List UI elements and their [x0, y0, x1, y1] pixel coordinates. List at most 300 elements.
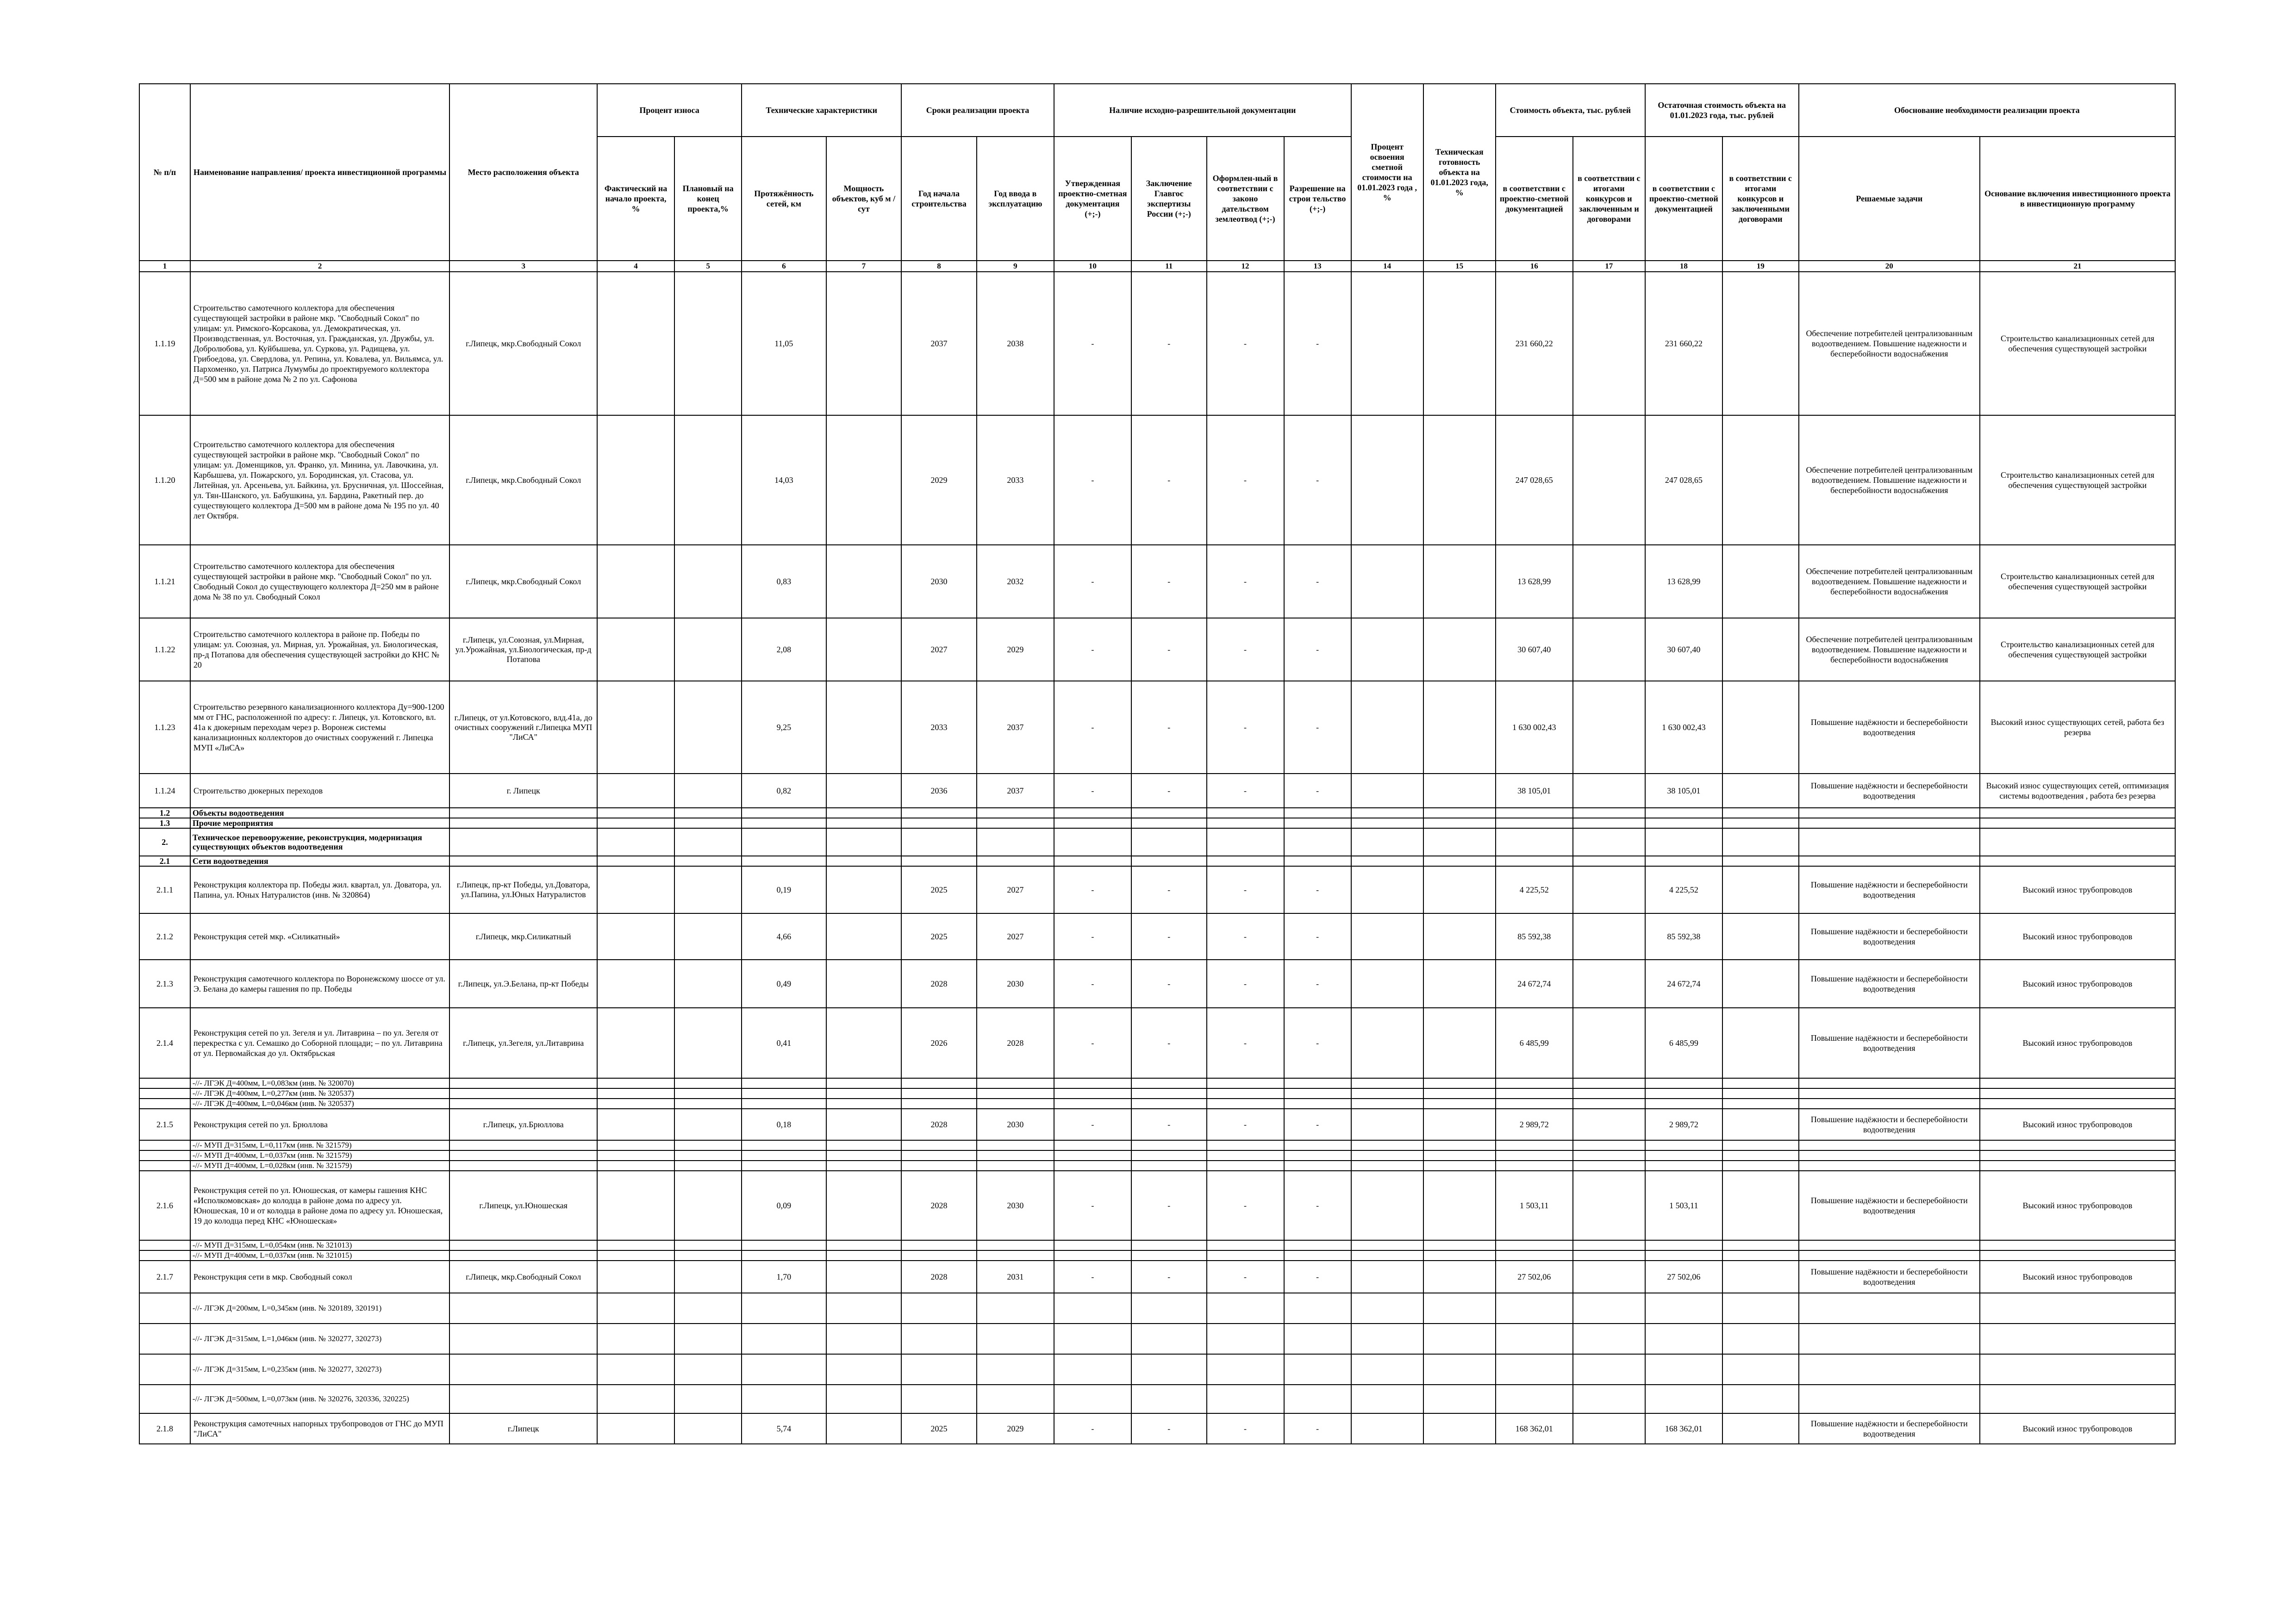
row-doc1: - — [1054, 618, 1131, 681]
table-cell — [1131, 828, 1207, 856]
row-cost-contracts — [1573, 1109, 1645, 1140]
row-name: Реконструкция самотечных напорных трубопроводов от ГНС до МУП "ЛиСА" — [190, 1413, 449, 1444]
row-year-start: 2028 — [901, 1171, 977, 1240]
row-name: Реконструкция сетей мкр. «Силикатный» — [190, 913, 449, 960]
table-cell — [1496, 818, 1573, 828]
row-doc3: - — [1207, 1413, 1284, 1444]
table-cell — [826, 1161, 902, 1171]
row-year-end: 2030 — [977, 960, 1054, 1008]
column-number: 3 — [449, 261, 597, 272]
table-cell — [597, 828, 674, 856]
table-cell — [1131, 1078, 1207, 1088]
row-rem-contracts — [1722, 913, 1799, 960]
row-doc2: - — [1131, 1413, 1207, 1444]
row-cost-contracts — [1573, 415, 1645, 545]
row-location: г.Липецк, от ул.Котовского, влд.41а, до очистных сооружений г.Липецка МУП "ЛиСА" — [449, 681, 597, 774]
row-name: Строительство самотечного коллектора для обеспечения существующей застройки в районе мкр. "Свободный Сокол" по улицам: ул. Доменщиков, ул. Франко, ул. Минина, ул. Лавочкина, ул. Карбышева, ул. Пожарского, ул. Бородинская, ул. Стасова, ул. Литейная, ул. Арсеньева, ул. Байкина, ул. Брусничная, ул. Шоссейная, ул. Тян-Шанского, ул. Бабушкина, ул. Бардина, Ракетный пер. до существующего коллектора Д=500 мм в районе дома № 195 по ул. 40 лет Октября. — [190, 415, 449, 545]
row-year-start: 2033 — [901, 681, 977, 774]
col-doc4: Разрешение на строи тельство (+;-) — [1284, 137, 1351, 261]
row-cost-psd: 1 503,11 — [1496, 1171, 1573, 1240]
row-percent-dev — [1351, 774, 1423, 808]
table-cell — [1496, 1240, 1573, 1250]
row-cost-psd: 24 672,74 — [1496, 960, 1573, 1008]
row-number: 1.1.23 — [139, 681, 190, 774]
table-cell — [1054, 1140, 1131, 1150]
table-header — [139, 84, 2175, 272]
row-doc2: - — [1131, 1261, 1207, 1293]
table-cell — [1573, 1354, 1645, 1385]
table-cell — [1423, 1088, 1496, 1099]
table-cell — [901, 856, 977, 866]
table-cell — [597, 1324, 674, 1354]
table-cell — [1284, 1385, 1351, 1413]
table-cell — [826, 856, 902, 866]
pipe-subitem: -//- ЛГЭК Д=315мм, L=0,235км (инв. № 320277, 320273) — [190, 1354, 449, 1385]
table-cell — [674, 1324, 742, 1354]
table-cell — [742, 1161, 826, 1171]
row-name: Строительство самотечного коллектора в районе пр. Победы по улицам: ул. Союзная, ул. Мирная, ул. Урожайная, ул. Биологическая, пр-д Потапова для обеспечения существующей застройки до КНС № 20 — [190, 618, 449, 681]
table-cell — [449, 1078, 597, 1088]
table-cell — [1351, 1078, 1423, 1088]
table-cell — [1573, 1385, 1645, 1413]
table-cell — [1284, 1161, 1351, 1171]
section-number: 1.3 — [139, 818, 190, 828]
table-cell — [1980, 1385, 2175, 1413]
table-cell — [1284, 1293, 1351, 1324]
row-number: 1.1.20 — [139, 415, 190, 545]
column-number: 6 — [742, 261, 826, 272]
row-doc3: - — [1207, 913, 1284, 960]
row-doc3: - — [1207, 1008, 1284, 1078]
row-basis: Высокий износ трубопроводов — [1980, 1413, 2175, 1444]
table-cell — [1351, 828, 1423, 856]
pipe-subitem: -//- ЛГЭК Д=500мм, L=0,073км (инв. № 320276, 320336, 320225) — [190, 1385, 449, 1413]
row-year-end: 2027 — [977, 913, 1054, 960]
table-cell — [1496, 1385, 1573, 1413]
row-doc1: - — [1054, 960, 1131, 1008]
table-cell — [449, 1293, 597, 1324]
pipe-subitem: -//- ЛГЭК Д=400мм, L=0,046км (инв. № 320537) — [190, 1099, 449, 1109]
table-cell — [597, 1385, 674, 1413]
row-length: 5,74 — [742, 1413, 826, 1444]
row-wear-end — [674, 272, 742, 415]
row-readiness — [1423, 960, 1496, 1008]
table-cell — [1799, 818, 1980, 828]
col-doc1: Утвержденная проектно-сметная документация (+;-) — [1054, 137, 1131, 261]
table-cell — [1722, 1078, 1799, 1088]
row-wear-start — [597, 1109, 674, 1140]
pipe-subitem: -//- ЛГЭК Д=315мм, L=1,046км (инв. № 320277, 320273) — [190, 1324, 449, 1354]
row-basis: Высокий износ трубопроводов — [1980, 1008, 2175, 1078]
row-doc4: - — [1284, 774, 1351, 808]
table-cell — [1423, 818, 1496, 828]
row-doc4: - — [1284, 1109, 1351, 1140]
row-doc2: - — [1131, 272, 1207, 415]
table-cell — [1207, 1078, 1284, 1088]
table-cell — [1980, 856, 2175, 866]
row-rem-contracts — [1722, 1008, 1799, 1078]
table-cell — [1645, 808, 1722, 818]
row-location: г.Липецк, ул.Э.Белана, пр-кт Победы — [449, 960, 597, 1008]
pipe-subitem-row — [139, 1324, 2175, 1354]
table-cell — [1980, 828, 2175, 856]
table-cell — [826, 1250, 902, 1261]
row-basis: Строительство канализационных сетей для обеспечения существующей застройки — [1980, 272, 2175, 415]
row-cost-psd: 168 362,01 — [1496, 1413, 1573, 1444]
table-cell — [1284, 1324, 1351, 1354]
row-basis: Высокий износ существующих сетей, оптимизация системы водоотведения , работа без резерва — [1980, 774, 2175, 808]
table-cell — [1496, 828, 1573, 856]
row-readiness — [1423, 1413, 1496, 1444]
col-doc3: Оформлен-ный в соответствии с законо дательством землеотвод (+;-) — [1207, 137, 1284, 261]
column-number: 19 — [1722, 261, 1799, 272]
row-doc4: - — [1284, 1261, 1351, 1293]
row-location: г.Липецк, ул.Союзная, ул.Мирная, ул.Урожайная, ул.Биологическая, пр-д Потапова — [449, 618, 597, 681]
row-percent-dev — [1351, 415, 1423, 545]
table-cell — [1980, 1140, 2175, 1150]
row-cost-contracts — [1573, 1008, 1645, 1078]
table-cell — [1722, 1385, 1799, 1413]
row-cost-psd: 85 592,38 — [1496, 913, 1573, 960]
row-doc1: - — [1054, 866, 1131, 913]
row-wear-start — [597, 1171, 674, 1240]
table-cell — [1645, 856, 1722, 866]
row-rem-psd: 168 362,01 — [1645, 1413, 1722, 1444]
table-cell — [1054, 1088, 1131, 1099]
row-length: 2,08 — [742, 618, 826, 681]
table-cell — [1496, 1078, 1573, 1088]
table-cell — [139, 1161, 190, 1171]
section-title: Объекты водоотведения — [190, 808, 449, 818]
row-doc4: - — [1284, 1008, 1351, 1078]
table-cell — [1131, 1324, 1207, 1354]
col-cost-psd: в соответствии с проектно-сметной документацией — [1496, 137, 1573, 261]
row-rem-psd: 13 628,99 — [1645, 545, 1722, 618]
table-cell — [1799, 856, 1980, 866]
table-cell — [674, 1140, 742, 1150]
row-basis: Высокий износ трубопроводов — [1980, 1109, 2175, 1140]
col-wear-group: Процент износа — [597, 84, 742, 137]
pipe-subitem: -//- ЛГЭК Д=400мм, L=0,277км (инв. № 320537) — [190, 1088, 449, 1099]
table-cell — [139, 1385, 190, 1413]
row-capacity — [826, 272, 902, 415]
table-cell — [1207, 1385, 1284, 1413]
col-docs-group: Наличие исходно-разрешительной документации — [1054, 84, 1351, 137]
row-wear-end — [674, 1413, 742, 1444]
row-tasks: Повышение надёжности и бесперебойности водоотведения — [1799, 866, 1980, 913]
row-rem-contracts — [1722, 774, 1799, 808]
section-title: Сети водоотведения — [190, 856, 449, 866]
col-capacity: Мощность объектов, куб м /сут — [826, 137, 902, 261]
table-cell — [1054, 828, 1131, 856]
table-cell — [1351, 1250, 1423, 1261]
table-cell — [1645, 1354, 1722, 1385]
table-row — [139, 545, 2175, 618]
pipe-subitem: -//- МУП Д=400мм, L=0,037км (инв. № 321015) — [190, 1250, 449, 1261]
table-row — [139, 681, 2175, 774]
table-cell — [1573, 1099, 1645, 1109]
table-cell — [597, 1250, 674, 1261]
row-year-start: 2026 — [901, 1008, 977, 1078]
table-cell — [674, 1099, 742, 1109]
table-cell — [674, 1250, 742, 1261]
table-cell — [1496, 1140, 1573, 1150]
row-length: 14,03 — [742, 415, 826, 545]
table-cell — [1573, 1078, 1645, 1088]
investment-table — [139, 83, 2176, 1444]
row-percent-dev — [1351, 913, 1423, 960]
table-cell — [1722, 818, 1799, 828]
table-cell — [674, 1293, 742, 1324]
column-number: 21 — [1980, 261, 2175, 272]
table-cell — [977, 1293, 1054, 1324]
table-cell — [1351, 1099, 1423, 1109]
table-cell — [139, 1099, 190, 1109]
row-wear-start — [597, 1413, 674, 1444]
table-cell — [139, 1088, 190, 1099]
table-cell — [1799, 1293, 1980, 1324]
table-cell — [1131, 1161, 1207, 1171]
table-cell — [1722, 808, 1799, 818]
table-cell — [1351, 808, 1423, 818]
table-cell — [1131, 1354, 1207, 1385]
row-percent-dev — [1351, 545, 1423, 618]
row-doc2: - — [1131, 415, 1207, 545]
table-cell — [1722, 828, 1799, 856]
table-cell — [674, 808, 742, 818]
table-cell — [449, 1161, 597, 1171]
row-length: 4,66 — [742, 913, 826, 960]
row-doc3: - — [1207, 415, 1284, 545]
row-readiness — [1423, 618, 1496, 681]
row-capacity — [826, 866, 902, 913]
table-cell — [1573, 1250, 1645, 1261]
table-cell — [1573, 1088, 1645, 1099]
row-cost-psd: 2 989,72 — [1496, 1109, 1573, 1140]
table-cell — [1351, 1324, 1423, 1354]
table-cell — [742, 828, 826, 856]
table-cell — [674, 1385, 742, 1413]
table-cell — [901, 1385, 977, 1413]
table-cell — [1423, 1240, 1496, 1250]
row-readiness — [1423, 913, 1496, 960]
table-body — [139, 272, 2175, 1444]
row-location: г.Липецк, мкр.Свободный Сокол — [449, 272, 597, 415]
column-number: 15 — [1423, 261, 1496, 272]
row-year-start: 2029 — [901, 415, 977, 545]
section-number: 2.1 — [139, 856, 190, 866]
col-wear-start: Фактический на начало проекта, % — [597, 137, 674, 261]
row-rem-contracts — [1722, 1413, 1799, 1444]
column-number: 17 — [1573, 261, 1645, 272]
table-cell — [1496, 1293, 1573, 1324]
row-rem-psd: 24 672,74 — [1645, 960, 1722, 1008]
row-doc2: - — [1131, 866, 1207, 913]
table-cell — [139, 1354, 190, 1385]
row-doc4: - — [1284, 272, 1351, 415]
table-cell — [1054, 1078, 1131, 1088]
row-name: Строительство дюкерных переходов — [190, 774, 449, 808]
row-year-start: 2030 — [901, 545, 977, 618]
row-doc1: - — [1054, 1171, 1131, 1240]
row-doc1: - — [1054, 1109, 1131, 1140]
table-cell — [1207, 1250, 1284, 1261]
row-wear-start — [597, 960, 674, 1008]
row-number: 2.1.4 — [139, 1008, 190, 1078]
row-wear-start — [597, 1261, 674, 1293]
row-doc3: - — [1207, 545, 1284, 618]
table-cell — [901, 1324, 977, 1354]
row-wear-end — [674, 415, 742, 545]
col-wear-end: Плановый на конец проекта,% — [674, 137, 742, 261]
table-cell — [901, 1150, 977, 1161]
table-cell — [1980, 1354, 2175, 1385]
table-cell — [1131, 1293, 1207, 1324]
table-cell — [1054, 808, 1131, 818]
table-cell — [1284, 1099, 1351, 1109]
table-cell — [1423, 828, 1496, 856]
row-percent-dev — [1351, 1109, 1423, 1140]
column-number: 2 — [190, 261, 449, 272]
table-cell — [1799, 1250, 1980, 1261]
row-length: 0,41 — [742, 1008, 826, 1078]
table-cell — [1284, 1354, 1351, 1385]
table-cell — [977, 1354, 1054, 1385]
table-cell — [901, 808, 977, 818]
table-cell — [901, 818, 977, 828]
table-cell — [1722, 1354, 1799, 1385]
row-number: 2.1.8 — [139, 1413, 190, 1444]
table-cell — [1423, 1140, 1496, 1150]
table-cell — [1284, 856, 1351, 866]
row-name: Строительство самотечного коллектора для обеспечения существующей застройки в районе мкр. "Свободный Сокол" по ул. Свободный Сокол до существующего коллектора Д=250 мм в районе дома № 38 по ул. Свободный Сокол — [190, 545, 449, 618]
table-cell — [742, 1099, 826, 1109]
table-cell — [1980, 1324, 2175, 1354]
table-cell — [597, 856, 674, 866]
table-cell — [1423, 1250, 1496, 1261]
row-doc3: - — [1207, 681, 1284, 774]
table-cell — [1645, 1324, 1722, 1354]
table-cell — [977, 1324, 1054, 1354]
table-row — [139, 1171, 2175, 1240]
table-cell — [597, 818, 674, 828]
col-cost-contracts: в соответствии с итогами конкурсов и заключенным и договорами — [1573, 137, 1645, 261]
table-cell — [597, 1161, 674, 1171]
table-cell — [1207, 1099, 1284, 1109]
table-cell — [1351, 1088, 1423, 1099]
table-cell — [139, 1240, 190, 1250]
table-cell — [1423, 1161, 1496, 1171]
row-rem-contracts — [1722, 1109, 1799, 1140]
row-basis: Высокий износ трубопроводов — [1980, 1171, 2175, 1240]
row-location: г.Липецк, пр-кт Победы, ул.Доватора, ул.Папина, ул.Юных Натуралистов — [449, 866, 597, 913]
table-cell — [1722, 1140, 1799, 1150]
pipe-subitem-row — [139, 1099, 2175, 1109]
row-year-start: 2037 — [901, 272, 977, 415]
table-cell — [977, 1385, 1054, 1413]
row-name: Строительство самотечного коллектора для обеспечения существующей застройки в районе мкр. "Свободный Сокол" по улицам: ул. Римского-Корсакова, ул. Демократическая, ул. Производственная, ул. Восточная, ул. Гражданская, ул. Дружбы, ул. Добролюбова, ул. Куйбышева, ул. Суркова, ул. Радищева, ул. Грибоедова, ул. Свердлова, ул. Репина, ул. Ковалева, ул. Вильямса, ул. Пархоменко, ул. Патриса Лумумбы до проектируемого коллектора Д=500 мм в районе дома № 2 по ул. Сафонова — [190, 272, 449, 415]
row-length: 0,09 — [742, 1171, 826, 1240]
row-number: 2.1.5 — [139, 1109, 190, 1140]
table-cell — [1423, 808, 1496, 818]
row-wear-end — [674, 1109, 742, 1140]
table-cell — [449, 1354, 597, 1385]
table-cell — [1980, 1250, 2175, 1261]
table-cell — [1351, 1240, 1423, 1250]
row-cost-contracts — [1573, 272, 1645, 415]
col-readiness: Техническая готовность объекта на 01.01.2023 года, % — [1423, 84, 1496, 261]
row-capacity — [826, 960, 902, 1008]
row-name: Реконструкция сетей по ул. Юношеская, от камеры гашения КНС «Исполкомовская» до колодца в районе дома по адресу ул. Юношеская, 10 и от колодца в районе дома по адресу ул. Юношеская, 19 до колодца перед КНС «Юношеская» — [190, 1171, 449, 1240]
table-cell — [1054, 1293, 1131, 1324]
row-location: г.Липецк, мкр.Силикатный — [449, 913, 597, 960]
table-cell — [1573, 828, 1645, 856]
row-basis: Высокий износ трубопроводов — [1980, 866, 2175, 913]
row-doc2: - — [1131, 1008, 1207, 1078]
row-capacity — [826, 1109, 902, 1140]
section-row — [139, 808, 2175, 818]
row-percent-dev — [1351, 1261, 1423, 1293]
row-wear-start — [597, 545, 674, 618]
row-year-end: 2037 — [977, 681, 1054, 774]
row-rem-psd: 2 989,72 — [1645, 1109, 1722, 1140]
row-rem-psd: 247 028,65 — [1645, 415, 1722, 545]
row-doc1: - — [1054, 415, 1131, 545]
row-percent-dev — [1351, 618, 1423, 681]
table-cell — [1980, 808, 2175, 818]
row-doc1: - — [1054, 1008, 1131, 1078]
table-cell — [742, 1150, 826, 1161]
row-doc2: - — [1131, 913, 1207, 960]
row-doc3: - — [1207, 1171, 1284, 1240]
table-cell — [742, 818, 826, 828]
table-cell — [1980, 1150, 2175, 1161]
table-cell — [1645, 1293, 1722, 1324]
table-cell — [674, 1240, 742, 1250]
row-readiness — [1423, 866, 1496, 913]
table-cell — [1207, 1240, 1284, 1250]
table-cell — [1284, 1250, 1351, 1261]
col-year-end: Год ввода в эксплуатацию — [977, 137, 1054, 261]
table-cell — [826, 1088, 902, 1099]
row-rem-psd: 30 607,40 — [1645, 618, 1722, 681]
row-name: Реконструкция коллектора пр. Победы жил. квартал, ул. Доватора, ул. Папина, ул. Юных Натуралистов (инв. № 320864) — [190, 866, 449, 913]
table-cell — [1573, 808, 1645, 818]
table-cell — [901, 1078, 977, 1088]
row-cost-psd: 247 028,65 — [1496, 415, 1573, 545]
column-number: 1 — [139, 261, 190, 272]
row-cost-contracts — [1573, 774, 1645, 808]
section-row — [139, 828, 2175, 856]
column-number: 5 — [674, 261, 742, 272]
table-cell — [1207, 856, 1284, 866]
pipe-subitem-row — [139, 1150, 2175, 1161]
table-cell — [1799, 1088, 1980, 1099]
table-cell — [1054, 1250, 1131, 1261]
table-cell — [139, 1250, 190, 1261]
row-cost-psd: 38 105,01 — [1496, 774, 1573, 808]
table-cell — [1645, 1099, 1722, 1109]
row-capacity — [826, 774, 902, 808]
table-row — [139, 415, 2175, 545]
row-doc3: - — [1207, 866, 1284, 913]
row-length: 0,82 — [742, 774, 826, 808]
table-cell — [1799, 1078, 1980, 1088]
row-readiness — [1423, 1171, 1496, 1240]
row-tasks: Повышение надёжности и бесперебойности водоотведения — [1799, 1109, 1980, 1140]
table-cell — [1799, 1150, 1980, 1161]
table-row — [139, 1008, 2175, 1078]
